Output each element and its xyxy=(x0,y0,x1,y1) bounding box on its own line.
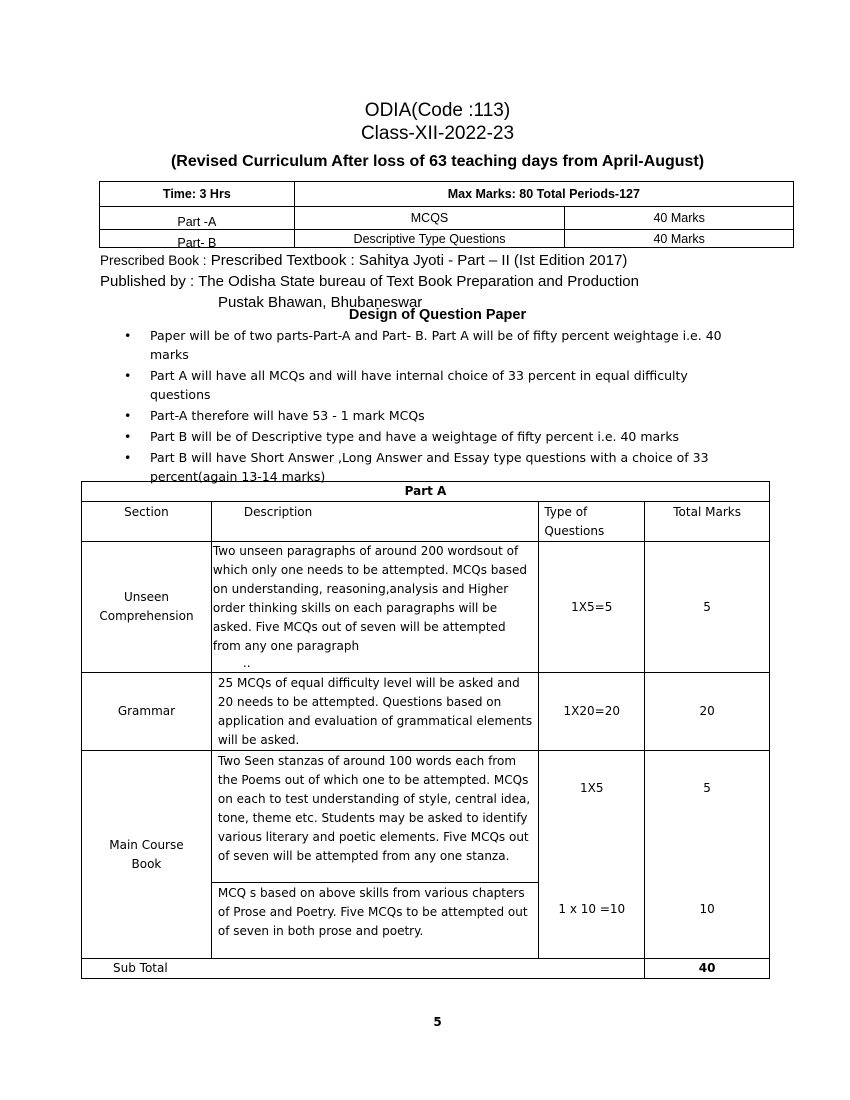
part-type: MCQS xyxy=(294,207,565,230)
revision-note: (Revised Curriculum After loss of 63 teaching days from April-August) xyxy=(170,153,705,170)
header-description: Description xyxy=(211,502,538,542)
table-row xyxy=(100,207,794,230)
type-cell: 1X20=20 xyxy=(539,673,645,751)
prescribed-book-block xyxy=(100,250,639,313)
max-marks-cell: Max Marks: 80 Total Periods-127 xyxy=(294,182,793,207)
exam-info-table xyxy=(99,181,794,248)
design-heading: Design of Question Paper xyxy=(348,307,527,323)
total-value: 5 xyxy=(703,781,711,795)
bullet-text: Part-A therefore will have 53 - 1 mark MCQs xyxy=(150,408,425,423)
prescribed-book-line xyxy=(100,250,639,271)
type-value: 1 x 10 =10 xyxy=(558,902,626,916)
part-a-table xyxy=(81,481,770,979)
description-ellipsis: .. xyxy=(242,656,251,670)
bullet-text: Part B will be of Descriptive type and have a weightage of fifty percent i.e. 40 marks xyxy=(150,429,680,444)
document-class-year: Class-XII-2022-23 xyxy=(360,123,515,144)
time-cell: Time: 3 Hrs xyxy=(100,182,295,207)
document-subject: ODIA(Code :113) xyxy=(364,100,511,121)
bullet-text: Part A will have all MCQs and will have internal choice of 33 percent in equal difficulty questions xyxy=(150,368,688,402)
header-section: Section xyxy=(82,502,212,542)
bullet-text: Part B will have Short Answer ,Long Answer and Essay type questions with a choice of 33 percent(again 13-14 marks) xyxy=(150,450,709,484)
part-marks: 40 Marks xyxy=(565,207,794,230)
part-a-title: Part A xyxy=(82,482,770,502)
page-number: 5 xyxy=(433,1015,442,1029)
type-cell xyxy=(539,751,645,959)
bullet-text: Paper will be of two parts-Part-A and Part- B. Part A will be of fifty percent weightage i.e. 40 marks xyxy=(150,328,722,362)
total-cell: 5 xyxy=(645,542,770,673)
list-item xyxy=(100,326,750,364)
publisher-line: Published by : The Odisha State bureau of Text Book Preparation and Production xyxy=(100,273,639,290)
total-cell xyxy=(645,751,770,959)
description-cell xyxy=(211,542,538,673)
table-row xyxy=(100,230,794,248)
prescribed-label: Prescribed Book : xyxy=(100,253,207,268)
section-cell: Grammar xyxy=(82,673,212,751)
description-cell: MCQ s based on above skills from various chapters of Prose and Poetry. Five MCQs to be attempted out of seven in both prose and poetry. xyxy=(211,883,538,959)
table-row xyxy=(82,751,770,883)
list-item xyxy=(100,427,750,446)
type-cell: 1X5=5 xyxy=(539,542,645,673)
bullet-icon: • xyxy=(124,429,132,444)
bullet-icon: • xyxy=(124,408,132,423)
bullet-icon: • xyxy=(124,450,132,465)
design-bullet-list xyxy=(100,326,750,488)
bullet-icon: • xyxy=(124,328,132,343)
table-header-row xyxy=(82,502,770,542)
publisher-address: Pustak Bhawan, Bhubaneswar xyxy=(218,294,423,311)
description-cell: 25 MCQs of equal difficulty level will be asked and 20 needs to be attempted. Questions based on application and evaluation of grammatical elements will be asked. xyxy=(211,673,538,751)
header-type: Type of Questions xyxy=(539,502,645,542)
subtotal-row xyxy=(82,959,770,979)
type-value: 1X5 xyxy=(580,781,604,795)
section-cell: Unseen Comprehension xyxy=(82,542,212,673)
section-cell xyxy=(82,751,212,959)
bullet-icon: • xyxy=(124,368,132,383)
subtotal-label: Sub Total xyxy=(82,959,645,979)
part-label-cell xyxy=(100,230,295,248)
subtotal-value: 40 xyxy=(645,959,770,979)
list-item xyxy=(100,406,750,425)
header-total: Total Marks xyxy=(645,502,770,542)
part-type: Descriptive Type Questions xyxy=(294,230,565,248)
prescribed-book-title: Prescribed Textbook : Sahitya Jyoti - Part – II (Ist Edition 2017) xyxy=(210,252,628,269)
section-label: Main Course Book xyxy=(109,837,184,871)
part-label: Part- B xyxy=(177,236,217,247)
table-row xyxy=(82,673,770,751)
part-label: Part -A xyxy=(100,207,295,230)
part-marks: 40 Marks xyxy=(565,230,794,248)
total-cell: 20 xyxy=(645,673,770,751)
total-value: 10 xyxy=(699,902,715,916)
description-text: Two unseen paragraphs of around 200 wordsout of which only one needs to be attempted. MCQs based on understanding, reasoning,analysis and Higher order thinking skills on each paragraphs will be asked. Five MCQs out of seven will be attempted from any one paragraph xyxy=(212,544,528,653)
description-cell: Two Seen stanzas of around 100 words each from the Poems out of which one to be attempted. MCQs on each to test understanding of style, central idea, tone, theme etc. Students may be asked to identify various literary and poetic elements. Five MCQs out of seven will be attempted from any one stanza. xyxy=(211,751,538,883)
list-item xyxy=(100,366,750,404)
table-row xyxy=(82,542,770,673)
